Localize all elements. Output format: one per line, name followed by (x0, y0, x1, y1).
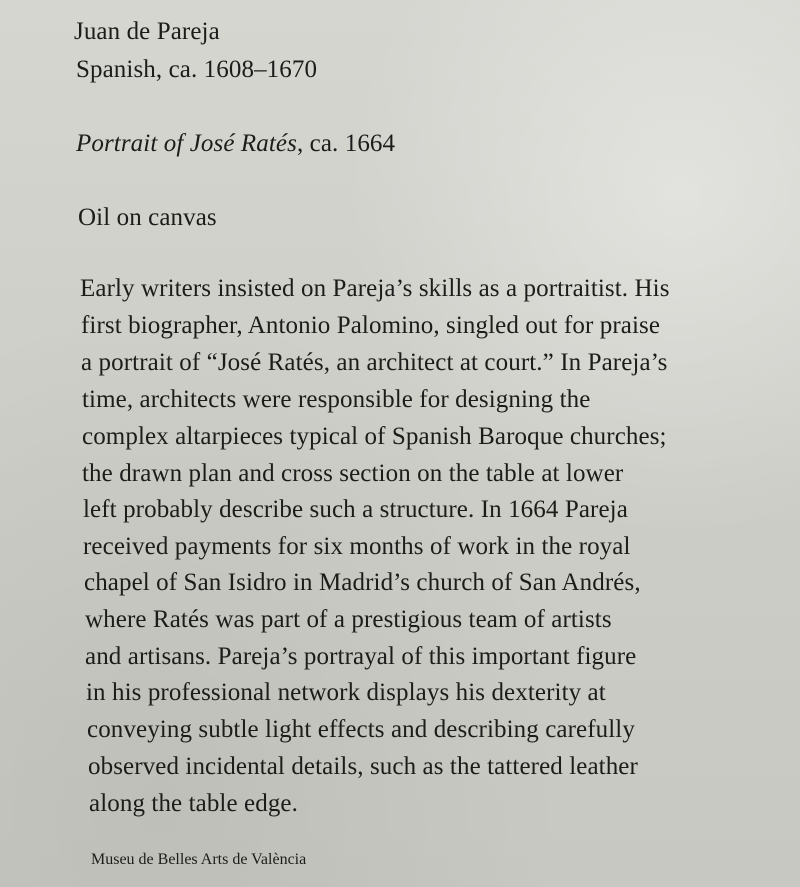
artwork-title-name: Portrait of José Ratés (76, 130, 297, 157)
description-line: left probably describe such a structure. In 1664 Pareja (83, 496, 628, 523)
description-line: in his professional network displays his dexterity at (86, 679, 606, 706)
description-line: observed incidental details, such as the tattered leather (88, 753, 638, 780)
artwork-title (76, 131, 395, 156)
description-line: Early writers insisted on Pareja’s skills as a portraitist. His (80, 275, 670, 302)
description-line: along the table edge. (89, 790, 298, 817)
artist-dates: Spanish, ca. 1608–1670 (76, 56, 318, 83)
description-line: time, architects were responsible for designing the (82, 386, 591, 413)
artwork-medium: Oil on canvas (78, 204, 217, 231)
description-line: conveying subtle light effects and describing carefully (87, 716, 635, 743)
description-line: a portrait of “José Ratés, an architect at court.” In Pareja’s (81, 349, 668, 376)
description-line: received payments for six months of work in the royal (83, 533, 631, 560)
artist-name: Juan de Pareja (74, 18, 220, 45)
description-line: chapel of San Isidro in Madrid’s church of San Andrés, (84, 569, 641, 596)
description-line: and artisans. Pareja’s portrayal of this important figure (85, 643, 637, 670)
museum-credit: Museu de Belles Arts de València (91, 851, 307, 868)
description-line: where Ratés was part of a prestigious team of artists (85, 606, 612, 633)
description-line: first biographer, Antonio Palomino, singled out for praise (81, 312, 661, 339)
artwork-date: , ca. 1664 (296, 130, 396, 157)
description-line: the drawn plan and cross section on the table at lower (82, 460, 624, 487)
description-line: complex altarpieces typical of Spanish Baroque churches; (82, 423, 667, 450)
